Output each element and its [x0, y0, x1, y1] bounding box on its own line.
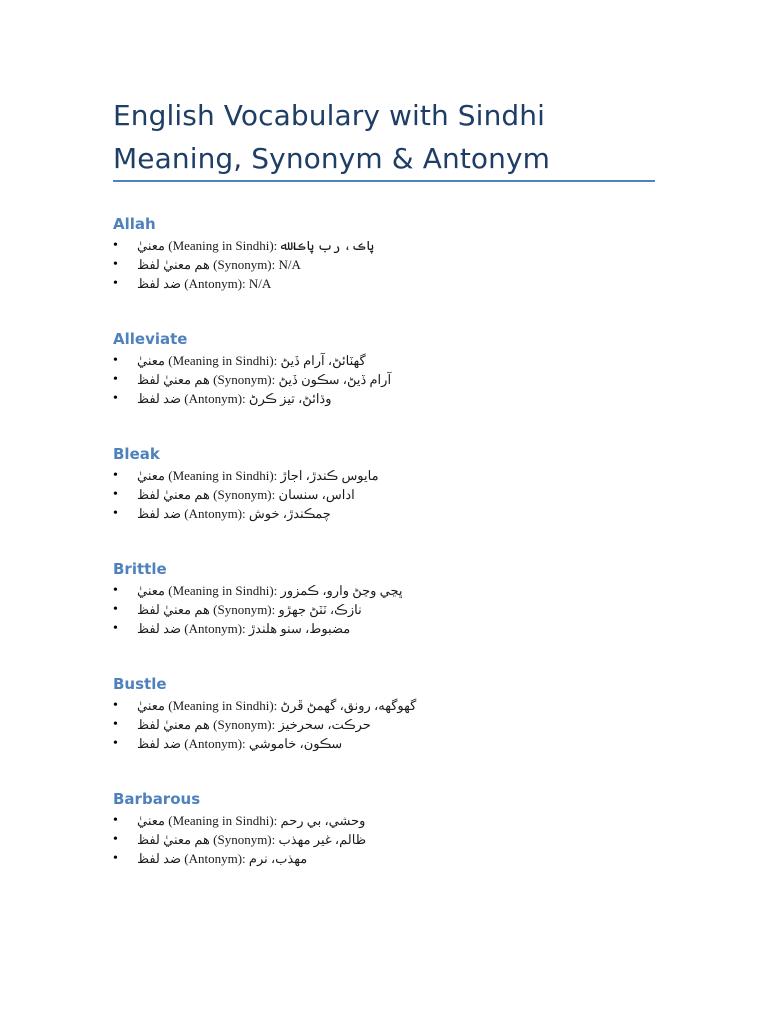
antonym-item	[113, 849, 673, 868]
antonym-item	[113, 389, 673, 408]
vocab-detail-list	[113, 811, 673, 868]
bullet-icon: •	[113, 353, 118, 368]
synonym-item	[113, 715, 673, 734]
vocab-entry-bustle	[113, 672, 673, 787]
vocab-detail-list	[113, 581, 673, 638]
antonym-text: ضد لفظ (Antonym): مضبوط، سنو هلندڙ	[137, 621, 351, 636]
antonym-text: ضد لفظ (Antonym): چمڪندڙ، خوش	[137, 506, 331, 521]
antonym-text: ضد لفظ (Antonym): مهذب، نرم	[137, 851, 308, 866]
synonym-text: هم معنيٰ لفظ (Synonym): N/A	[137, 257, 301, 272]
meaning-item	[113, 351, 673, 370]
bullet-icon: •	[113, 736, 118, 751]
antonym-text: ضد لفظ (Antonym): سڪون، خاموشي	[137, 736, 343, 751]
meaning-item	[113, 581, 673, 600]
antonym-item	[113, 504, 673, 523]
antonym-text: ضد لفظ (Antonym): N/A	[137, 276, 272, 291]
document-title: English Vocabulary with Sindhi Meaning, Synonym & Antonym	[113, 99, 551, 175]
synonym-item	[113, 485, 673, 504]
meaning-text: معنيٰ (Meaning in Sindhi): پاڪ، رب پاڪ ﷲ	[137, 238, 375, 253]
synonym-text: هم معنيٰ لفظ (Synonym): حرڪت، سحرخيز	[137, 717, 371, 732]
synonym-item	[113, 370, 673, 389]
synonym-text: هم معنيٰ لفظ (Synonym): نازڪ، ٽٽڻ جهڙو	[137, 602, 362, 617]
bullet-icon: •	[113, 487, 118, 502]
meaning-text: معنيٰ (Meaning in Sindhi): گهوگهه، رونق، گهمڻ ڦرڻ	[137, 698, 417, 713]
bullet-icon: •	[113, 257, 118, 272]
antonym-item	[113, 734, 673, 753]
antonym-text: ضد لفظ (Antonym): وڌائڻ، تيز ڪرڻ	[137, 391, 332, 406]
meaning-text: معنيٰ (Meaning in Sindhi): گهٽائڻ، آرام ڏيڻ	[137, 353, 366, 368]
vocab-entry-allah	[113, 212, 673, 327]
vocab-entry-barbarous	[113, 787, 673, 902]
vocab-word-heading: Barbarous	[113, 790, 201, 808]
meaning-item	[113, 236, 673, 255]
vocab-word-heading: Bustle	[113, 675, 167, 693]
synonym-item	[113, 255, 673, 274]
vocab-detail-list	[113, 236, 673, 293]
vocab-detail-list	[113, 351, 673, 408]
vocab-word-heading: Bleak	[113, 445, 160, 463]
bullet-icon: •	[113, 506, 118, 521]
meaning-text: معنيٰ (Meaning in Sindhi): ڀڃي وڃڻ وارو، ڪمزور	[137, 583, 403, 598]
bullet-icon: •	[113, 468, 118, 483]
synonym-text: هم معنيٰ لفظ (Synonym): اداس، سنسان	[137, 487, 355, 502]
vocab-word-heading: Alleviate	[113, 330, 188, 348]
bullet-icon: •	[113, 391, 118, 406]
vocab-word-heading: Allah	[113, 215, 156, 233]
antonym-item	[113, 619, 673, 638]
vocab-entry-brittle	[113, 557, 673, 672]
meaning-text: معنيٰ (Meaning in Sindhi): مايوس ڪندڙ، اجاڙ	[137, 468, 379, 483]
synonym-item	[113, 830, 673, 849]
bullet-icon: •	[113, 621, 118, 636]
bullet-icon: •	[113, 851, 118, 866]
bullet-icon: •	[113, 717, 118, 732]
bullet-icon: •	[113, 832, 118, 847]
bullet-icon: •	[113, 602, 118, 617]
synonym-text: هم معنيٰ لفظ (Synonym): آرام ڏيڻ، سڪون ڏيڻ	[137, 372, 392, 387]
vocab-detail-list	[113, 696, 673, 753]
meaning-text: معنيٰ (Meaning in Sindhi): وحشي، بي رحم	[137, 813, 366, 828]
bullet-icon: •	[113, 372, 118, 387]
meaning-item	[113, 466, 673, 485]
bullet-icon: •	[113, 276, 118, 291]
vocab-word-heading: Brittle	[113, 560, 167, 578]
bullet-icon: •	[113, 698, 118, 713]
vocab-detail-list	[113, 466, 673, 523]
bullet-icon: •	[113, 238, 118, 253]
title-underline-divider	[113, 180, 655, 182]
vocab-entry-bleak	[113, 442, 673, 557]
bullet-icon: •	[113, 583, 118, 598]
meaning-item	[113, 811, 673, 830]
antonym-item	[113, 274, 673, 293]
synonym-item	[113, 600, 673, 619]
vocab-entry-alleviate	[113, 327, 673, 442]
bullet-icon: •	[113, 813, 118, 828]
meaning-item	[113, 696, 673, 715]
synonym-text: هم معنيٰ لفظ (Synonym): ظالم، غير مهذب	[137, 832, 367, 847]
vocabulary-list	[113, 212, 673, 902]
